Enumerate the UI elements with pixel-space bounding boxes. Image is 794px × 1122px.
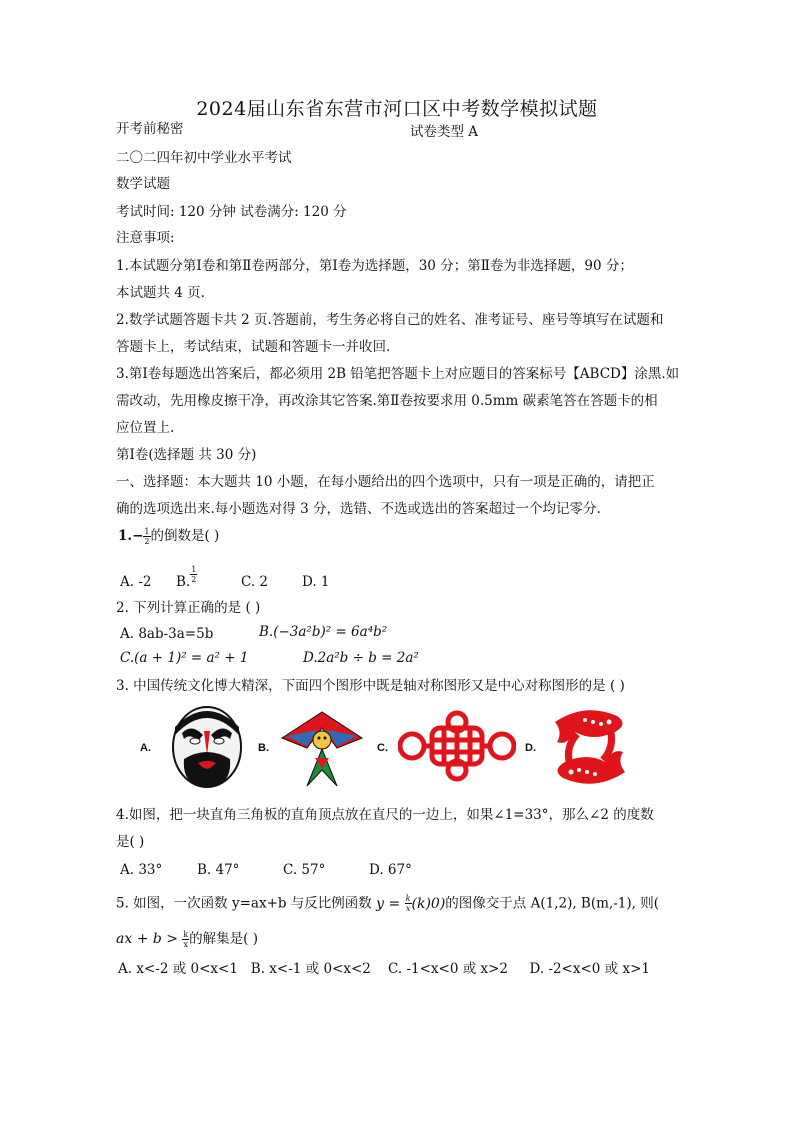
q3-label-b: B. — [258, 742, 269, 754]
chinese-knot-icon — [398, 708, 516, 784]
exam-name: 二〇二四年初中学业水平考试 — [116, 150, 292, 166]
q4-stem-b: 是( ) — [116, 834, 145, 850]
paper-type: 试卷类型 A — [410, 124, 479, 140]
q5-func-post: (k)0) — [411, 895, 446, 912]
q4-option-a: A. 33° — [120, 862, 163, 878]
q5-function — [376, 896, 445, 912]
note-1b: 本试题共 4 页. — [116, 285, 205, 301]
q3-stem: 3. 中国传统文化博大精深，下面四个图形中既是轴对称图形又是中心对称图形的是 ( ) — [116, 678, 625, 694]
opera-mask-icon — [170, 705, 244, 789]
q4-stem-a: 4.如图，把一块直角三角板的直角顶点放在直尺的一边上，如果∠1=33°，那么∠2 的度数 — [116, 807, 654, 823]
q5-func-num: k — [405, 894, 411, 903]
q4-option-b: B. 47° — [197, 862, 240, 878]
q3-label-a: A. — [140, 742, 151, 754]
note-3a: 3.第Ⅰ卷每题选出答案后，都必须用 2B 铅笔把答题卡上对应题目的答案标号【ABCD】涂黑.如 — [116, 366, 680, 382]
q1-stem — [118, 527, 219, 546]
note-1a: 1.本试题分第Ⅰ卷和第Ⅱ卷两部分，第Ⅰ卷为选择题，30 分；第Ⅱ卷为非选择题，90 分； — [116, 258, 633, 274]
q5-ineq-pre: ax + b > — [116, 931, 179, 947]
q2-option-d: D.2a²b ÷ b = 2a² — [303, 650, 419, 666]
q3-label-d: D. — [525, 742, 536, 754]
note-2b: 答题卡上，考试结束，试题和答题卡一并收回. — [116, 339, 391, 355]
section1-intro-b: 确的选项选出来.每小题选对得 3 分，选错、不选或选出的答案超过一个均记零分. — [116, 501, 601, 517]
q1-fraction — [143, 527, 150, 546]
note-3b: 需改动，先用橡皮擦干净，再改涂其它答案.第Ⅱ卷按要求用 0.5mm 碳素笔答在答题卡的相 — [116, 393, 658, 409]
time-score: 考试时间: 120 分钟 试卷满分: 120 分 — [116, 204, 347, 220]
q3-label-c: C. — [377, 742, 388, 754]
q2-option-c: C.(a + 1)² = a² + 1 — [120, 650, 249, 666]
subject: 数学试题 — [116, 176, 170, 192]
q4-option-d: D. 67° — [369, 862, 412, 878]
q1-b-prefix: B. — [176, 574, 191, 590]
q1-b-den: 2 — [191, 575, 197, 584]
q2-option-b: B.(−3a²b)² = 6a⁴b² — [259, 624, 388, 640]
q2-stem: 2. 下列计算正确的是 ( ) — [116, 600, 261, 616]
q1-suffix: 的倒数是( ) — [150, 528, 220, 544]
q1-b-fraction — [190, 565, 197, 584]
q5-func-frac — [405, 894, 412, 913]
q5-ineq-num: k — [183, 930, 189, 939]
secret-label: 开考前秘密 — [116, 121, 184, 137]
q4-option-c: C. 57° — [283, 862, 326, 878]
q5-stem-b-post: 的解集是( ) — [189, 931, 258, 947]
q2-option-a: A. 8ab-3a=5b — [120, 626, 214, 642]
q5-options: A. x<-2 或 0<x<1 B. x<-1 或 0<x<2 C. -1<x<0 或 x>2 D. -2<x<0 或 x>1 — [118, 961, 650, 977]
note-3c: 应位置上. — [116, 420, 175, 436]
q1-option-d: D. 1 — [302, 574, 330, 590]
q1-prefix: 1.− — [118, 528, 144, 544]
q1-option-b — [176, 565, 197, 590]
q1-frac-num: 1 — [144, 527, 150, 536]
q5-stem-a-pre: 5. 如图，一次函数 y=ax+b 与反比例函数 — [116, 895, 372, 912]
q5-func-pre: y = — [376, 895, 401, 912]
section1-intro-a: 一、选择题：本大题共 10 小题，在每小题给出的四个选项中，只有一项是正确的，请把正 — [116, 474, 655, 490]
q5-func-den: x — [405, 904, 411, 913]
q1-b-num: 1 — [191, 565, 197, 574]
q5-stem-b — [116, 930, 258, 949]
q5-stem-a-post: 的图像交于点 A(1,2), B(m,-1), 则( — [445, 895, 659, 912]
page-title: 2024届山东省东营市河口区中考数学模拟试题 — [196, 98, 598, 120]
q5-stem-a — [116, 894, 659, 913]
kite-icon — [277, 708, 367, 788]
section1-heading: 第Ⅰ卷(选择题 共 30 分) — [116, 447, 257, 463]
note-2a: 2.数学试题答题卡共 2 页.答题前，考生务必将自己的姓名、准考证号、座号等填写在试题和 — [116, 312, 664, 328]
paper-cut-fish-icon — [545, 702, 635, 792]
q1-option-a: A. -2 — [120, 574, 152, 590]
q1-option-c: C. 2 — [241, 574, 269, 590]
q1-frac-den: 2 — [144, 537, 150, 546]
notes-title: 注意事项: — [116, 230, 175, 246]
q5-ineq-den: x — [183, 940, 188, 949]
